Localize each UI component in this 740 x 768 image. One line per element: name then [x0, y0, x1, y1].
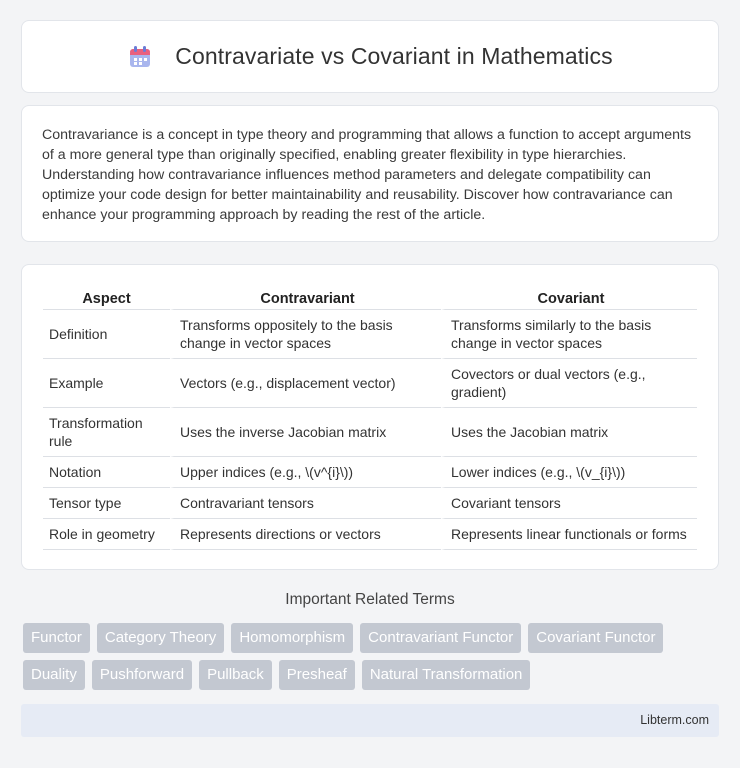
cell-covariant: Represents linear functionals or forms	[441, 519, 697, 550]
tag-category-theory[interactable]: Category Theory	[97, 623, 224, 653]
cell-covariant: Lower indices (e.g., \(v_{i}\))	[441, 457, 697, 488]
cell-contravariant: Contravariant tensors	[170, 488, 441, 519]
table-row	[43, 359, 697, 408]
table-row	[43, 457, 697, 488]
cell-covariant: Uses the Jacobian matrix	[441, 408, 697, 457]
cell-covariant: Covariant tensors	[441, 488, 697, 519]
table-row	[43, 408, 697, 457]
header-contravariant: Contravariant	[170, 283, 441, 310]
cell-covariant: Transforms similarly to the basis change in vector spaces	[441, 310, 697, 359]
tag-covariant-functor[interactable]: Covariant Functor	[528, 623, 663, 653]
cell-contravariant: Upper indices (e.g., \(v^{i}\))	[170, 457, 441, 488]
cell-aspect: Tensor type	[43, 488, 170, 519]
header-covariant: Covariant	[441, 283, 697, 310]
header-aspect: Aspect	[43, 283, 170, 310]
cell-aspect: Role in geometry	[43, 519, 170, 550]
related-terms-title: Important Related Terms	[285, 591, 455, 608]
footer	[21, 704, 719, 737]
header-card	[21, 20, 719, 93]
cell-aspect: Notation	[43, 457, 170, 488]
table-row	[43, 519, 697, 550]
table-row	[43, 310, 697, 359]
tag-natural-transformation[interactable]: Natural Transformation	[362, 660, 531, 690]
intro-card	[21, 105, 719, 242]
cell-covariant: Covectors or dual vectors (e.g., gradient)	[441, 359, 697, 408]
comparison-table	[43, 283, 697, 550]
tag-homomorphism[interactable]: Homomorphism	[231, 623, 353, 653]
cell-contravariant: Transforms oppositely to the basis change in vector spaces	[170, 310, 441, 359]
related-terms-tags	[23, 623, 723, 697]
page-title: Contravariate vs Covariant in Mathematics	[175, 43, 613, 69]
cell-aspect: Transformation rule	[43, 408, 170, 457]
tag-presheaf[interactable]: Presheaf	[279, 660, 355, 690]
tag-duality[interactable]: Duality	[23, 660, 85, 690]
comparison-table-card	[21, 264, 719, 570]
cell-contravariant: Vectors (e.g., displacement vector)	[170, 359, 441, 408]
tag-functor[interactable]: Functor	[23, 623, 90, 653]
cell-contravariant: Uses the inverse Jacobian matrix	[170, 408, 441, 457]
tag-pullback[interactable]: Pullback	[199, 660, 272, 690]
intro-text: Contravariance is a concept in type theory and programming that allows a function to accept arguments of a more general type than originally specified, enabling greater flexibility in type hierarchies. Understanding how contravariance influences method parameters and delegate compatibility can optimize your code design for better maintainability and reusability. Discover how contravariance can enhance your programming approach by reading the rest of the article.	[42, 127, 692, 223]
calendar-icon	[127, 44, 153, 70]
cell-contravariant: Represents directions or vectors	[170, 519, 441, 550]
table-row	[43, 488, 697, 519]
table-header-row	[43, 283, 697, 310]
cell-aspect: Example	[43, 359, 170, 408]
tag-pushforward[interactable]: Pushforward	[92, 660, 192, 690]
cell-aspect: Definition	[43, 310, 170, 359]
footer-site-link[interactable]: Libterm.com	[640, 713, 709, 727]
tag-contravariant-functor[interactable]: Contravariant Functor	[360, 623, 521, 653]
